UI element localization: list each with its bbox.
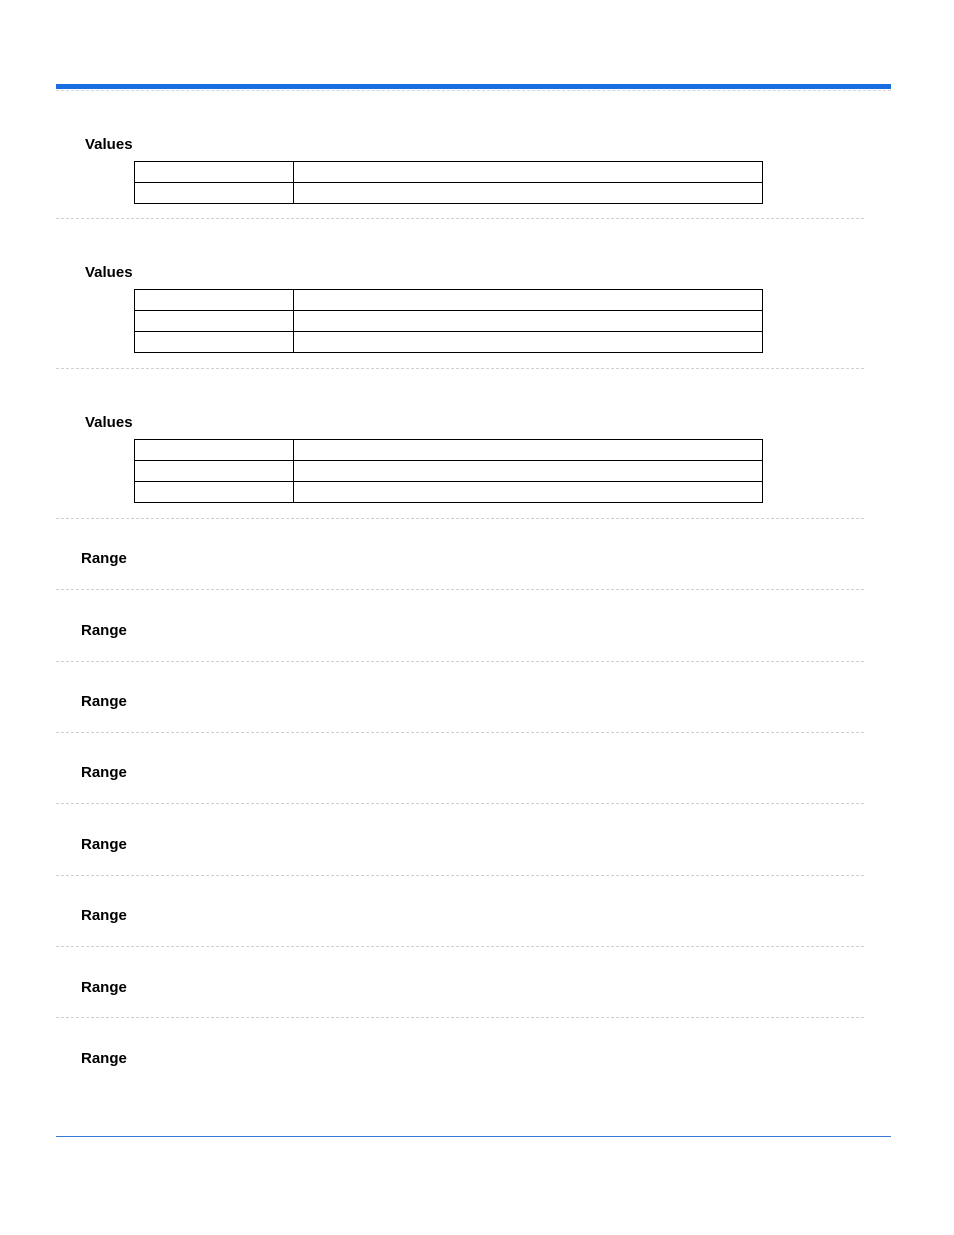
table-cell	[135, 482, 294, 503]
table-row	[135, 461, 763, 482]
footer-rule	[56, 1136, 891, 1137]
table-cell	[135, 332, 294, 353]
values-label: Values	[85, 136, 133, 153]
section-divider	[56, 946, 864, 947]
table-cell	[294, 290, 763, 311]
table-row	[135, 311, 763, 332]
table-cell	[294, 461, 763, 482]
range-label: Range	[81, 622, 127, 639]
range-label: Range	[81, 550, 127, 567]
table-cell	[294, 440, 763, 461]
section-divider	[56, 803, 864, 804]
table-row	[135, 440, 763, 461]
table-cell	[294, 482, 763, 503]
table-cell	[135, 183, 294, 204]
table-row	[135, 183, 763, 204]
table-row	[135, 332, 763, 353]
table-cell	[294, 162, 763, 183]
range-label: Range	[81, 979, 127, 996]
table-cell	[294, 311, 763, 332]
table-cell	[135, 290, 294, 311]
table-row	[135, 482, 763, 503]
section-divider	[56, 218, 864, 219]
table-row	[135, 162, 763, 183]
range-label: Range	[81, 907, 127, 924]
values-table	[134, 161, 763, 204]
values-label: Values	[85, 414, 133, 431]
table-cell	[135, 311, 294, 332]
section-divider	[56, 661, 864, 662]
section-divider	[56, 732, 864, 733]
table-cell	[135, 162, 294, 183]
header-dashed-rule	[56, 90, 891, 91]
range-label: Range	[81, 836, 127, 853]
table-cell	[294, 183, 763, 204]
table-row	[135, 290, 763, 311]
section-divider	[56, 368, 864, 369]
section-divider	[56, 518, 864, 519]
range-label: Range	[81, 1050, 127, 1067]
section-divider	[56, 1017, 864, 1018]
table-cell	[135, 440, 294, 461]
table-cell	[135, 461, 294, 482]
range-label: Range	[81, 764, 127, 781]
section-divider	[56, 589, 864, 590]
table-cell	[294, 332, 763, 353]
range-label: Range	[81, 693, 127, 710]
header-bar	[56, 84, 891, 89]
section-divider	[56, 875, 864, 876]
values-table	[134, 289, 763, 353]
values-table	[134, 439, 763, 503]
values-label: Values	[85, 264, 133, 281]
